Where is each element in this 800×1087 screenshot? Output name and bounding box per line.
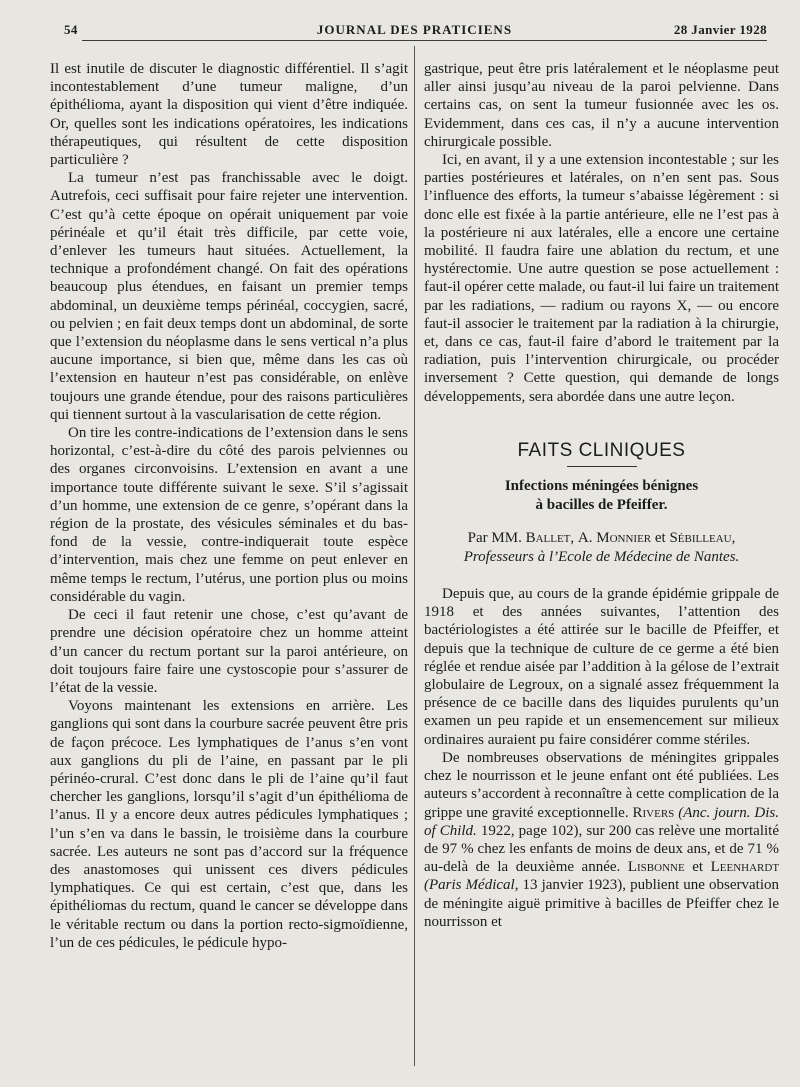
header-rule <box>82 40 767 41</box>
column-divider <box>414 46 415 1066</box>
article-title <box>424 477 779 515</box>
author-name: A. Monnier <box>577 530 652 547</box>
right-column <box>424 60 779 931</box>
journal-title: JOURNAL DES PRATICIENS <box>316 22 513 37</box>
paragraph: Voyons maintenant les extensions en arrière. Les ganglions qui sont dans la courbure sacrée peuvent être pris de façon précoce. Les lymphatiques de l’anus s’en vont aux ganglions du pli de l’aine, en passant par le pli périnéo-crural. C’est donc dans le pli de l’aine qu’il faut chercher les ganglions, lorsqu’il s’agit d’un épithélioma de l’anus. Il y a encore deux autres pédicules lymphatiques ; l’un s’en va dans le bassin, le troisième dans la courbure sacrée. Les auteurs ne sont pas d’accord sur la fréquence des anastomoses qui unissent ces divers pédicules lymphatiques. Ce qui est certain, c’est que, dans les épithéliomas du rectum, quand le cancer se développe dans le véritable rectum ou dans la portion recto-sigmoïdienne, l’un de ces pédicules, le pédicule hypo- <box>50 698 408 951</box>
paragraph <box>424 749 779 931</box>
running-header <box>62 20 767 42</box>
text-run: De nombreuses observations de méningites grippales chez le nourrisson et le jeune enfant ont été publiées. Les auteurs s’accordent à reconnaître à cette complication de la grippe une gravité exceptionnelle. <box>424 749 779 821</box>
article-title-line: à bacilles de Pfeiffer. <box>535 497 668 514</box>
paragraph: Il est inutile de discuter le diagnostic différentiel. Il s’agit incontestablement d’une tumeur maligne, d’un épithélioma, ayant la disposition qui vient d’être indiquée. Or, quelles sont les indications opératoires, les indications thérapeutiques, qui résultent de cette disposition particulière ? <box>50 61 408 169</box>
issue-date: 28 Janvier 1928 <box>673 22 767 37</box>
byline: Par MM. Ballet, A. Monnier et Sébilleau, <box>467 530 736 547</box>
citation: (Anc. journ. Dis. of Child. <box>424 804 779 839</box>
text-run: 1922, page 102), sur 200 cas relève une mortalité de 97 % chez les enfants de moins de deux ans, et de 71 % au-delà de la deuxième année. <box>424 822 779 876</box>
paragraph: gastrique, peut être pris latéralement et le néoplasme peut aller ainsi jusqu’au niveau de la paroi pelvienne. Dans certains cas, on sent la tumeur fusionnée avec les os. Evidemment, dans ces cas, il n’y a aucune intervention chirurgicale possible. <box>424 61 779 150</box>
text-run: 13 janvier 1923), publient une observation de méningite aiguë primitive à bacilles de Pfeiffer chez le nourrisson et <box>424 877 779 930</box>
paragraph: De ceci il faut retenir une chose, c’est qu’avant de prendre une décision opératoire chez un homme atteint d’un cancer du rectum portant sur la paroi antérieure, on doit toujours faire faire une cystoscopie pour s’assurer de l’état de la vessie. <box>50 607 408 696</box>
byline-prefix: Par MM. <box>467 530 522 547</box>
text-run: et <box>692 859 704 876</box>
author-name: Ballet <box>525 530 571 547</box>
author-affiliation: Professeurs à l’Ecole de Médecine de Nantes. <box>463 549 740 566</box>
byline-conjunction: et <box>654 530 666 547</box>
page-number: 54 <box>64 22 78 37</box>
left-column <box>50 60 408 952</box>
paragraph: Depuis que, au cours de la grande épidémie grippale de 1918 et des années suivantes, l’attention des bactériologistes a été attirée sur le bacille de Pfeiffer, et depuis que la technique de culture de ce germe a été bien réglée et rendue aisée par l’addition à la gélose de l’extrait globulaire de Legroux, on a signalé assez fréquemment la présence de ce bacille dans des liquides purulents qu’un examen un peu rapide et un ensemencement sur milieux ordinaires auraient pu faire considérer comme stériles. <box>424 586 779 748</box>
cited-author: Leenhardt <box>710 859 780 876</box>
author-name: Sébilleau <box>669 530 732 547</box>
citation: (Paris Médical, <box>424 877 519 894</box>
section-rule <box>567 466 637 467</box>
cited-author: Lisbonne <box>627 859 685 876</box>
article-title-line: Infections méningées bénignes <box>504 478 699 495</box>
section-title: FAITS CLINIQUES <box>517 439 686 461</box>
paragraph: On tire les contre-indications de l’extension dans le sens horizontal, c’est-à-dire du côté des parois pelviennes ou des organes circonvoisins. L’extension en avant a une importance toute différente suivant le sexe. S’il s’agissait d’un homme, une extension de ce genre, s’opérant dans la région de la prostate, des vésicules séminales et du bas-fond de la vessie, contre-indiquerait toute espèce d’intervention, mais chez une femme on peut enlever en même temps le rectum, l’utérus, une portion plus ou moins considérable du vagin. <box>50 425 408 605</box>
paragraph: La tumeur n’est pas franchissable avec le doigt. Autrefois, ceci suffisait pour faire rejeter une intervention. C’est qu’à cette époque on opérait uniquement par voie périnéale et qu’il était très difficile, par cette voie, d’enlever les tumeurs haut situées. Actuellement, la technique a profondément changé. On fait des opérations beaucoup plus étendues, en faisant un premier temps abdominal, un deuxième temps périnéal, coccygien, sacré, ou pelvien ; en fait deux temps dont un abdominal, de sorte que l’extension du néoplasme dans le sens vertical n’a plus aucune importance, si bien que, même dans les cas où l’extension en hauteur n’est pas considérable, on enlève toujours une grande étendue, pour des raisons particulières qui tiennent surtout à la vascularisation de cette région. <box>50 170 408 423</box>
cited-author: Rivers <box>632 804 675 821</box>
paragraph: Ici, en avant, il y a une extension incontestable ; sur les parties postérieures et latérales, on n’en sent pas. Sous l’influence des efforts, la tumeur s’abaisse légèrement : si donc elle est fixée à la partie antérieure, elle ne l’est pas à la postérieure ni aux latérales, elle a encore une certaine mobilité. Il faudra faire une ablation du rectum, et une hystérectomie. Une autre question se pose actuellement : faut-il opérer cette malade, ou faut-il lui faire un traitement par les radiations, — radium ou rayons X, — ou encore faut-il associer le traitement par la radiation à la chirurgie, et, dans ce cas, faut-il faire d’abord le traitement par la radiation, puis l’intervention chirurgicale, ou procéder inversement ? Cette question, qui demande de longs développements, sera abordée dans une autre leçon. <box>424 152 779 405</box>
